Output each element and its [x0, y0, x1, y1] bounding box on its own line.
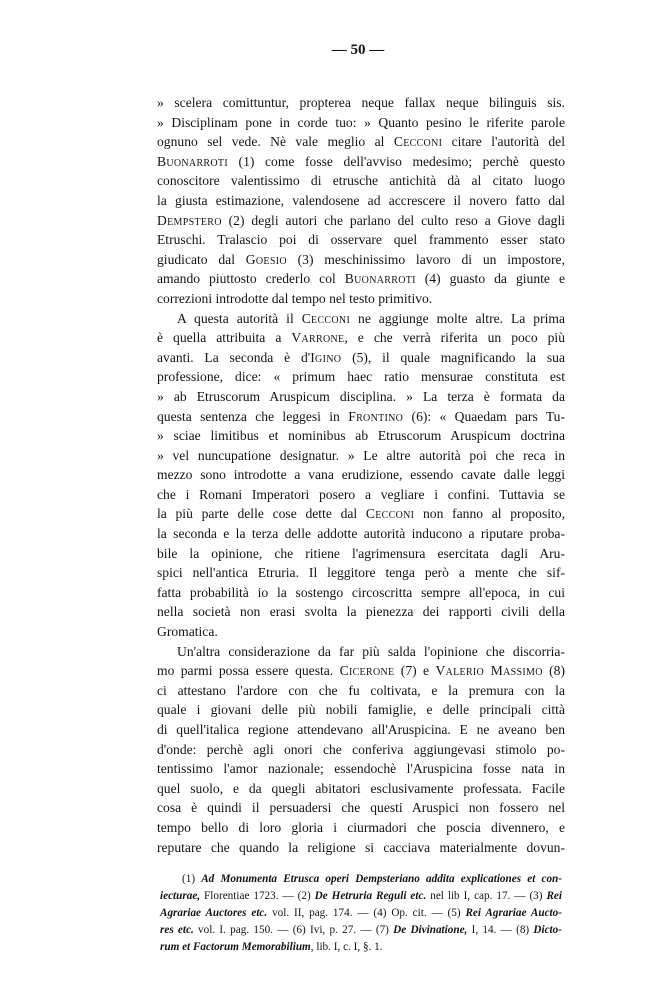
author-name: Frontino — [348, 408, 404, 424]
author-name: Dempstero — [157, 212, 222, 228]
text-run: citare l'autorità del — [442, 134, 565, 150]
body-line — [157, 93, 565, 113]
citation-title: Dicto- — [533, 924, 562, 936]
text-run: Etruschi. Tralascio poi di osservare quel frammento esser stato — [157, 232, 565, 248]
text-run: vol. II, pag. 174. — (4) Op. cit. — (5) — [267, 907, 466, 919]
text-run: (8) — [542, 663, 565, 679]
footnote-line — [160, 888, 562, 905]
body-line — [157, 798, 565, 818]
body-line — [157, 367, 565, 387]
body-line — [157, 740, 565, 760]
citation-title: iecturae, — [160, 890, 201, 902]
body-line — [157, 309, 565, 329]
author-name: Cecconi — [301, 310, 351, 326]
text-run: spici nell'antica Etruria. Il leggitore tenga però a mente che sif- — [157, 565, 565, 581]
body-line — [157, 504, 565, 524]
body-line — [157, 583, 565, 603]
body-line — [157, 465, 565, 485]
text-run: » vel nuncupatione designatur. » Le altre autorità poi che reca in — [157, 447, 565, 463]
footnote-line — [160, 871, 562, 888]
text-run: bile la opinione, che ritiene l'agrimensura esercitata dagli Aru- — [157, 545, 565, 561]
body-line — [157, 171, 565, 191]
text-run: » scelera comittuntur, propterea neque fallax neque bilinguis sis. — [157, 95, 565, 110]
author-name: Buonarroti — [157, 153, 228, 169]
citation-title: De Divinatione, — [393, 924, 468, 936]
text-run: nella società non erasi svolta la pienezza dei rapporti civili della — [157, 604, 565, 620]
text-run: che i Romani Imperatori posero a vegliare i confini. Tuttavia se — [157, 486, 565, 502]
text-run: correzioni introdotte dal tempo nel testo primitivo. — [157, 290, 433, 306]
text-run: vol. I. pag. 150. — (6) Ivi, p. 27. — (7) — [193, 924, 394, 936]
text-run: la giusta estimazione, valendosene ad accrescere il novero fatto dal — [157, 192, 565, 208]
text-run: è quella attribuita a — [157, 330, 292, 346]
text-run: professione, dice: « primum haec ratio mensurae constituta est — [157, 369, 565, 385]
text-run: » ab Etruscorum Aruspicum disciplina. » La terza è formata da — [157, 388, 565, 404]
text-run: Gromatica. — [157, 624, 218, 640]
body-line — [157, 269, 565, 289]
author-name: Buonarroti — [344, 271, 416, 287]
text-run: tentissimo l'amor nazionale; essendochè l'Aruspicina fosse nata in — [157, 761, 565, 777]
text-run: d'onde: perchè agli onori che conferiva aggiungevasi stimolo po- — [157, 741, 565, 757]
text-run: (5), il quale magnificando la sua — [341, 349, 565, 365]
text-run: avanti. La seconda è d' — [157, 349, 311, 365]
text-run: non fanno al proposito, — [414, 506, 566, 522]
text-run: giudicato dal — [157, 251, 246, 267]
text-run: ognuno sel vede. Nè vale meglio al — [157, 134, 394, 150]
text-run: quel suolo, e da quegli abitatori esclusivamente professata. Facile — [157, 780, 565, 796]
text-run: (4) guasto da giunte e — [415, 271, 565, 287]
author-name: Cecconi — [365, 506, 415, 522]
text-run: » sciae limitibus et nominibus ab Etruscorum Aruspicum doctrina — [157, 428, 565, 444]
citation-title: res etc. — [160, 924, 194, 936]
footnote-line — [160, 905, 562, 922]
body-line — [157, 642, 565, 662]
text-run: (2) degli autori che parlano del culto reso a Giove dagli — [221, 212, 565, 228]
text-run: A questa autorità il — [177, 310, 302, 326]
footnote-line — [160, 939, 562, 956]
body-line — [157, 426, 565, 446]
body-line — [157, 779, 565, 799]
author-name: Varrone — [291, 330, 345, 346]
body-line — [157, 250, 565, 270]
body-line — [157, 289, 565, 309]
body-line — [157, 661, 565, 681]
author-name: Goesio — [245, 251, 287, 267]
citation-title: Rei Agrariae Aucto- — [465, 907, 562, 919]
body-line — [157, 348, 565, 368]
citation-title: De Hetruria Reguli etc. — [314, 890, 427, 902]
text-run: » Disciplinam pone in corde tuo: » Quanto pesino le riferite parole — [157, 114, 565, 130]
text-run: , e che verrà riferita un poco più — [344, 330, 566, 346]
text-run: Florentiae 1723. — (2) — [200, 890, 315, 902]
text-run: (1) — [182, 873, 202, 885]
citation-title: Agrariae Auctores etc. — [160, 907, 268, 919]
body-line — [157, 602, 565, 622]
text-run: mezzo sono introdotte a vana erudizione, essendo cavate dalle leggi — [157, 467, 565, 483]
text-run: questa sentenza che leggesi in — [157, 408, 349, 424]
text-run: cosa è quindi il persuadersi che questi Aruspici non fossero nel — [157, 800, 565, 816]
text-run: (6): « Quaedam pars Tu- — [403, 408, 565, 424]
body-line — [157, 720, 565, 740]
author-name: Cicerone — [339, 663, 395, 679]
body-line — [157, 700, 565, 720]
footnotes — [160, 871, 562, 956]
text-run: fatta probabilità io la sostengo circoscritta sempre all'epoca, in cui — [157, 584, 565, 600]
text-run: la seconda e la terza delle addotte autorità inducono a riputare proba- — [157, 526, 565, 542]
text-run: Un'altra considerazione da far più salda l'opinione che discorria- — [177, 643, 565, 659]
body-line — [157, 524, 565, 544]
text-run: (1) come fosse dell'avviso medesimo; perchè questo — [227, 153, 565, 169]
text-run: ci attestano l'ardore con che fu coltivata, e la premura con la — [157, 682, 565, 698]
body-line — [157, 132, 565, 152]
text-run: conoscitore valentissimo di etrusche antichità dà al citato luogo — [157, 173, 565, 189]
body-line — [157, 681, 565, 701]
body-line — [157, 152, 565, 172]
citation-title: Ad Monumenta Etrusca operi Dempsteriano addita explicationes et con- — [201, 873, 562, 885]
citation-title: rum et Factorum Memorabilium — [160, 941, 311, 953]
text-run: mo parmi possa essere questa. — [157, 663, 340, 679]
body-line — [157, 485, 565, 505]
text-run: nel lib I, cap. 17. — (3) — [426, 890, 547, 902]
text-run: amando piuttosto crederlo col — [157, 271, 345, 287]
body-line — [157, 407, 565, 427]
text-run: reputare che quando la religione si cacciava materialmente dovun- — [157, 839, 565, 855]
page-number: — 50 — — [331, 42, 385, 58]
text-run: (7) e — [394, 663, 436, 679]
body-line — [157, 230, 565, 250]
text-run: quale i giovani delle più nobili famiglie, e delle principali città — [157, 702, 565, 718]
body-line — [157, 446, 565, 466]
body-line — [157, 113, 565, 133]
text-run: (3) meschinissimo lavoro di un impostore, — [286, 251, 565, 267]
author-name: Valerio Massimo — [435, 663, 543, 679]
text-run: tempo bello di loro gloria i ciurmadori che poscia divennero, e — [157, 819, 565, 835]
text-run: I, 14. — (8) — [467, 924, 534, 936]
body-line — [157, 191, 565, 211]
body-line — [157, 544, 565, 564]
text-run: la più parte delle cose dette dal — [157, 506, 366, 522]
citation-title: Rei — [546, 890, 562, 902]
body-line — [157, 622, 565, 642]
text-run: , lib. I, c. I, §. 1. — [310, 941, 383, 953]
text-run: di quell'italica regione attendevano all'Aruspicina. E ne aveano ben — [157, 722, 565, 737]
body-line — [157, 563, 565, 583]
body-line — [157, 211, 565, 231]
body-text — [157, 93, 565, 857]
footnote-line — [160, 922, 562, 939]
body-line — [157, 387, 565, 407]
text-run: ne aggiunge molte altre. La prima — [350, 310, 565, 326]
author-name: Igino — [310, 349, 342, 365]
body-line — [157, 838, 565, 858]
body-line — [157, 759, 565, 779]
author-name: Cecconi — [393, 134, 443, 150]
body-line — [157, 818, 565, 838]
body-line — [157, 328, 565, 348]
